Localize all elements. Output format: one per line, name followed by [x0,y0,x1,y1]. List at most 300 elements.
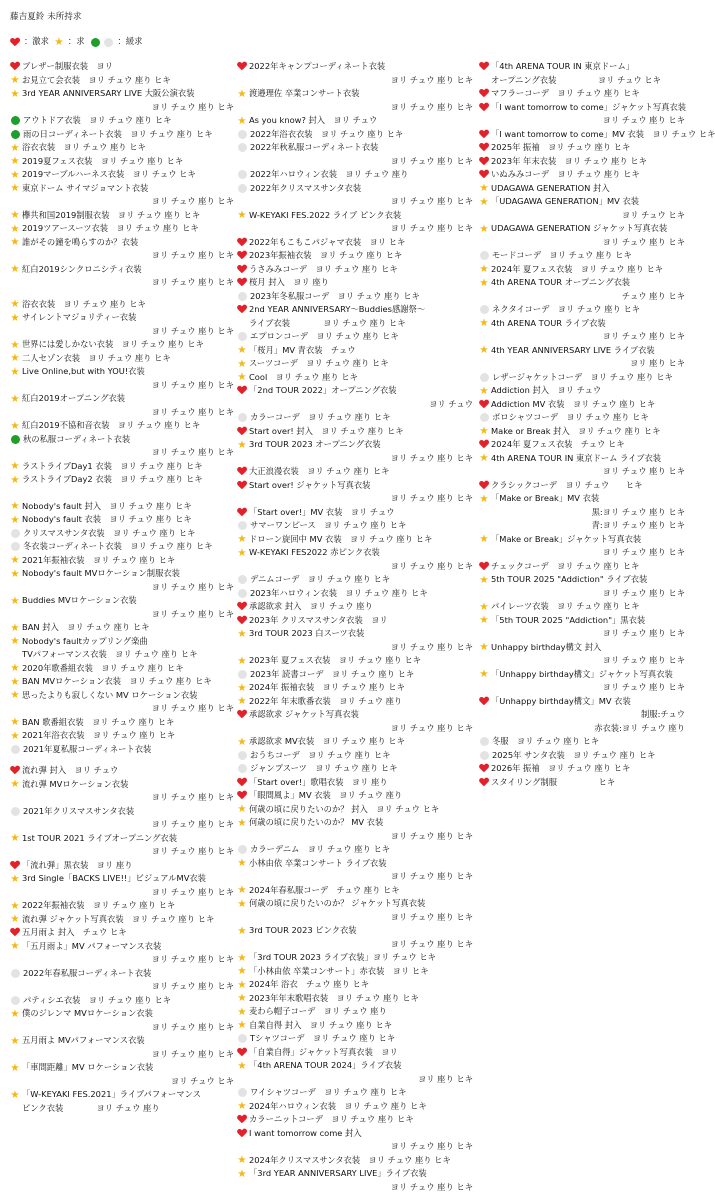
list-item [10,128,238,142]
item-title: UDAGAWA GENERATION 封入 [491,182,610,193]
item-title: Live Online,but with YOU!衣装 [22,366,145,376]
grey-circle-icon [480,373,489,382]
item-title: 2022年振袖衣装 ヨリ チュウ 座り ヒキ [22,900,176,910]
list-item [237,614,477,628]
list-item [10,298,238,312]
star-icon: ★ [237,627,247,640]
star-icon: ★ [10,716,20,729]
star-icon: ★ [10,168,20,181]
item-title: 2nd YEAR ANNIVERSARY～Buddies感謝祭～ [249,304,426,314]
item-title: 「五月雨よ」MV パフォーマンス衣装 [22,940,162,951]
list-item [237,236,477,250]
star-icon: ★ [237,897,247,910]
star-icon: ★ [237,992,247,1005]
list-item [237,654,477,668]
heart-icon [237,616,247,625]
item-title: 雨の日コーディネート衣装 ヨリ チュウ 座り ヒキ [23,128,213,139]
item-title: 流れ弾 封入 ヨリ チュウ [22,765,119,775]
item-title: 5th TOUR 2025 "Addiction" ライブ衣装 [491,574,648,584]
item-title: お見立て会衣装 ヨリ チュウ 座り ヒキ [22,74,171,85]
item-title: 2023年 読書コーデ ヨリ チュウ 座り ヒキ [250,668,415,679]
list-item [10,1034,238,1061]
legend-label-heart: ：激求 [24,36,49,47]
list-item [10,365,238,392]
grey-circle-icon [11,807,20,816]
item-title: 3rd TOUR 2023 オープニング衣装 [249,439,381,449]
list-item [237,573,477,587]
item-title: 2022年浴衣衣装 ヨリ チュウ 座り ヒキ [250,128,404,139]
list-item [479,141,689,155]
list-item [10,155,238,169]
list-item [237,141,477,168]
star-icon: ★ [10,872,20,885]
list-item [237,371,477,385]
heart-icon [237,305,247,314]
heart-icon [237,1048,247,1057]
star-icon: ★ [237,951,247,964]
item-title: 2022年春私服コーディネート衣装 [23,967,152,978]
star-icon: ★ [10,298,20,311]
list-item [237,344,477,358]
item-title: 2021年振袖衣装 ヨリ チュウ 座り ヒキ [22,554,176,565]
list-item [10,419,238,433]
star-icon: ★ [237,1154,247,1167]
star-icon: ★ [479,182,489,195]
star-icon: ★ [10,155,20,168]
item-title: 2023年振袖衣装 ヨリ チュウ 座り ヒキ [249,250,403,260]
heart-icon [479,562,489,571]
list-item [10,209,238,223]
item-title: Start over! 封入 ヨリ チュウ 座り ヒキ [249,425,404,436]
item-title: 「UDAGAWA GENERATION」MV 衣装 [491,196,640,206]
star-icon: ★ [237,816,247,829]
list-item [10,805,238,832]
list-item [237,546,477,573]
list-item [237,600,477,614]
item-title: 3rd Single「BACKS LIVE!!」ビジュアルMV衣装 [22,873,206,883]
star-icon: ★ [237,803,247,816]
star-icon: ★ [10,832,20,845]
item-title: 二人セゾン衣装 ヨリ チュウ 座り ヒキ [22,352,171,363]
star-icon: ★ [10,778,20,791]
list-item [10,338,238,352]
list-item [479,479,689,493]
item-shots: ヨリ チュウ 座り ヒキ [602,115,685,125]
star-icon: ★ [237,857,247,870]
item-title: 紅白2019不協和音衣装 ヨリ チュウ 座り ヒキ [22,420,201,430]
item-title: 自業自得 封入 ヨリ チュウ 座り ヒキ [249,1019,393,1030]
list-item [10,74,238,88]
item-title: おうちコーデ ヨリ チュウ 座り ヒキ [250,749,391,760]
grey-circle-icon [238,292,247,301]
star-icon: ★ [479,452,489,465]
star-icon: ★ [479,344,489,357]
star-icon: ★ [479,533,489,546]
item-title: 2022年クリスマスサンタ衣装 [250,182,362,193]
star-icon: ★ [10,500,20,513]
list-item [10,311,238,338]
heart-icon [237,278,247,287]
item-title: 2024年春私服コーデ チュウ 座り ヒキ [249,884,400,895]
heart-icon [237,1115,247,1124]
item-title: ドローン旋回中 MV 衣装 ヨリ チュウ 座り ヒキ [249,533,433,544]
list-item [10,764,238,778]
item-shots: ヨリ チュウ ヒキ [170,1075,234,1086]
item-title: Nobody's faultカップリング楽曲 [22,635,148,646]
item-title: 何歳の頃に戻りたいのか？ MV 衣装 [249,817,384,827]
list-item [479,344,689,371]
item-title: アウトドア衣装 ヨリ チュウ 座り ヒキ [23,115,172,125]
list-item [237,681,477,695]
item-title: ジャンプスーツ ヨリ チュウ 座り ヒキ [250,763,398,773]
item-title: 3rd YEAR ANNIVERSARY LIVE 大阪公演衣装 [22,88,195,98]
star-icon: ★ [237,1005,247,1018]
list-item [10,859,238,873]
item-title: 2024年 夏フェス衣装 チュウ ヒキ [491,439,625,449]
item-title: 五月雨よ MVパフォーマンス衣装 [22,1035,145,1045]
item-shots: ヨリ チュウ [429,398,473,409]
heart-icon [237,467,247,476]
heart-icon [10,62,20,71]
list-item [479,87,689,101]
item-shots: ヨリ チュウ 座り ヒキ [390,155,473,166]
list-item [10,1088,238,1115]
item-title: レザージャケットコーデ ヨリ チュウ 座り ヒキ [492,371,673,382]
item-title: ネクタイコーデ ヨリ チュウ 座り ヒキ [492,304,641,314]
grey-circle-icon [238,845,247,854]
item-title: Buddies MVロケーション衣装 [22,595,137,605]
grey-circle-icon [480,305,489,314]
list-item [237,857,477,884]
list-item [10,236,238,263]
list-item [479,371,689,385]
item-title: 紅白2019オープニング衣装 [22,393,126,403]
item-shots: ヨリ チュウ 座り ヒキ [151,581,234,592]
column-2 [237,60,477,1194]
star-icon: ★ [10,460,20,473]
grey-circle-icon [238,764,247,773]
list-item [237,330,477,344]
list-item [479,533,689,560]
list-item [237,735,477,749]
star-icon: ★ [10,74,20,87]
item-shots: ヨリ チュウ 座り ヒキ [151,250,234,260]
item-title: 2024年ハロウィン衣装 ヨリ チュウ 座り ヒキ [249,1100,427,1111]
item-title: 「4th ARENA TOUR IN 東京ドーム」 [491,61,635,71]
list-item [237,587,477,601]
heart-icon [237,1129,247,1138]
list-item [237,1005,477,1019]
list-item [10,967,238,994]
heart-icon [237,251,247,260]
grey-circle-icon [238,170,247,179]
item-title: 4th ARENA TOUR オープニング衣装 [491,277,631,287]
item-shots: ヨリ チュウ 座り ヒキ [390,74,473,85]
list-item [10,352,238,366]
item-title: 「Make or Break」ジャケット写真衣装 [491,533,642,544]
star-icon: ★ [10,635,20,648]
star-icon: ★ [10,141,20,154]
item-shots: ヨリ チュウ 座り ヒキ [602,236,685,247]
list-item [237,789,477,803]
grey-circle-icon [11,529,20,538]
list-item [237,249,477,263]
heart-icon [10,861,20,870]
list-item [10,729,238,743]
item-title: 2026年 振袖 ヨリ チュウ 座り ヒキ [491,763,631,773]
star-icon: ★ [10,554,20,567]
list-item [10,392,238,419]
list-item [237,816,477,843]
list-item [479,600,689,614]
item-shots: ヨリ チュウ 座り ヒキ [151,886,234,897]
star-icon: ★ [10,940,20,953]
list-item [237,897,477,924]
list-item [237,708,477,735]
list-item [479,128,715,142]
item-title: ワイシャツコーデ ヨリ チュウ 座り ヒキ [250,1087,407,1097]
star-icon: ★ [10,621,20,634]
item-title: 秋の私服コーディネート衣装 [23,433,131,444]
list-item [237,506,477,520]
item-title: チェックコーデ ヨリ チュウ 座り ヒキ [491,560,640,571]
item-title: 冬衣装コーディネート衣装 ヨリ チュウ 座り ヒキ [23,541,213,551]
list-item [237,303,477,330]
star-icon: ★ [10,338,20,351]
list-item [10,114,238,128]
list-item [237,843,477,857]
item-title: 2019ツアースーツ衣装 ヨリ チュウ 座り ヒキ [22,223,199,233]
item-title: 「5th TOUR 2025 "Addiction"」黒衣装 [491,614,646,625]
star-icon: ★ [237,533,247,546]
list-item [10,500,238,514]
item-shots: ヨリ チュウ 座り ヒキ [151,406,234,417]
star-icon: ★ [10,365,20,378]
item-title: 浴衣衣装 ヨリ チュウ 座り ヒキ [22,142,146,152]
item-title: 何歳の頃に戻りたいのか？ 封入 ヨリ チュウ ヒキ [249,803,440,814]
heart-icon [237,710,247,719]
list-item [479,60,689,87]
item-title: 「Unhappy birthday構文」MV 衣装 [491,695,631,706]
legend-label-star: ：求 [67,36,85,47]
item-title: 何歳の頃に戻りたいのか？ ジャケット写真衣装 [249,898,426,908]
item-continuation: ライブ衣装 ヨリ チュウ 座り ヒキ [249,317,406,328]
item-title: 麦わら帽子コーデ ヨリ チュウ 座り [249,1006,387,1016]
list-item [237,884,477,898]
legend [10,35,680,49]
item-title: Cool ヨリ チュウ 座り ヒキ [249,371,358,382]
grey-circle-icon [480,751,489,760]
item-title: 2023年 夏フェス衣装 ヨリ チュウ 座り ヒキ [249,655,422,665]
item-title: 思ったよりも寂しくない MV ロケーション衣装 [22,689,198,700]
list-item [237,965,477,979]
item-title: Nobody's fault 封入 ヨリ チュウ 座り ヒキ [22,500,192,511]
grey-circle-icon [238,1034,247,1043]
item-title: 4th YEAR ANNIVERSARY LIVE ライブ衣装 [491,344,655,355]
item-title: 2022年ハロウィン衣装 ヨリ チュウ 座り [250,169,409,179]
item-title: カラーニットコーデ ヨリ チュウ 座り ヒキ [249,1114,414,1124]
star-icon: ★ [237,965,247,978]
list-item [479,776,689,790]
list-item [237,668,477,682]
list-item [10,182,238,209]
item-title: 2025年 振袖 ヨリ チュウ 座り ヒキ [491,142,631,152]
list-item [10,473,238,487]
list-item [10,675,238,689]
item-title: パティシエ衣装 ヨリ チュウ 座り ヒキ [23,994,172,1005]
item-title: 4th ARENA TOUR IN 東京ドーム ライブ衣装 [491,452,662,463]
list-item [237,1032,477,1046]
heart-icon [479,143,489,152]
star-icon: ★ [479,222,489,235]
heart-icon [479,778,489,787]
heart-icon [479,764,489,773]
item-title: デニムコーデ ヨリ チュウ 座り ヒキ [250,574,391,584]
item-title: UDAGAWA GENERATION ジャケット写真衣装 [491,223,668,233]
item-title: 2023年 年末衣装 ヨリ チュウ 座り ヒキ [491,155,647,166]
item-title: 2024年 夏フェス衣装 ヨリ チュウ 座り ヒキ [491,263,664,274]
item-title: 2022年秋私服コーディネート衣装 [250,142,379,152]
list-item [10,1061,238,1088]
grey-circle-icon [480,251,489,260]
item-shots: ヨリ チュウ 座り ヒキ [151,703,234,713]
item-shots: ヨリ チュウ 座り ヒキ [151,819,234,829]
star-icon: ★ [10,1088,20,1101]
item-shots: ヨリ チュウ 座り ヒキ [151,1021,234,1032]
star-icon: ★ [237,924,247,937]
star-icon: ★ [10,263,20,276]
heart-icon [479,89,489,98]
green-circle-icon [91,38,100,47]
list-item [237,924,477,951]
list-item [237,695,477,709]
item-title: 「4th ARENA TOUR 2024」ライブ衣装 [249,1060,402,1070]
item-shots: ヨリ チュウ 座り ヒキ [390,196,473,206]
item-title: BAN 封入 ヨリ チュウ 座り ヒキ [22,622,150,632]
list-item [479,695,689,736]
item-title: 2020年歌番組衣装 ヨリ チュウ 座り ヒキ [22,662,184,673]
list-item [479,303,689,317]
item-shots: ヨリ チュウ 座り ヒキ [151,447,234,457]
list-item [237,762,477,776]
list-item [479,735,689,749]
list-item [237,749,477,763]
star-icon: ★ [479,195,489,208]
item-title: 1st TOUR 2021 ライブオープニング衣装 [22,832,178,843]
item-title: 冬服 ヨリ チュウ 座り ヒキ [492,736,600,746]
list-item [479,573,689,600]
list-item [479,249,689,263]
green-circle-icon [11,435,20,444]
star-icon: ★ [10,392,20,405]
item-title: 2021年クリスマスサンタ衣装 [23,805,135,816]
item-title: 4th ARENA TOUR ライブ衣装 [491,317,606,328]
item-shots: チュウ 座り ヒキ [621,290,685,301]
heart-icon [479,440,489,449]
item-title: スタイリング制服 ヒキ [491,776,616,787]
list-item [237,992,477,1006]
list-item [237,357,477,371]
heart-icon [237,62,247,71]
grey-circle-icon [480,413,489,422]
star-icon: ★ [10,594,20,607]
item-title: うさみみコーデ ヨリ チュウ 座り ヒキ [249,263,398,274]
grey-circle-icon [238,1088,247,1097]
item-title: 「Start over!」歌唱衣装 ヨリ 座り [249,776,388,787]
item-title: サマーワンピース ヨリ チュウ 座り ヒキ [250,520,407,530]
star-icon: ★ [10,689,20,702]
list-item [10,899,238,913]
star-icon: ★ [10,352,20,365]
item-title: I want tomorrow come 封入 [249,1127,362,1138]
item-title: 誰がその鐘を鳴らすのか？衣装 [22,236,139,247]
green-circle-icon [11,130,20,139]
item-shots: ヨリ チュウ ヒキ [621,209,685,220]
grey-circle-icon [238,589,247,598]
item-title: Addiction MV 衣装 ヨリ チュウ 座り ヒキ [491,398,656,409]
list-item [479,762,689,776]
list-item [10,662,238,676]
list-item [237,209,477,236]
list-item [237,951,477,965]
list-item [10,527,238,541]
list-item [10,926,238,940]
item-shots: ヨリ チュウ 座り ヒキ [151,846,234,856]
item-title: 「Make or Break」MV 衣装 [491,493,600,503]
item-shots: ヨリ チュウ 座り ヒキ [151,196,234,206]
item-title: 流れ弾 ジャケット写真衣装 ヨリ チュウ 座り ヒキ [22,913,215,924]
item-shots: ヨリ チュウ 座り ヒキ [602,628,685,638]
item-title: 「眼間風よ」MV 衣装 ヨリ チュウ 座り [249,790,403,800]
item-title: 「自業自得」ジャケット写真衣装 ヨリ [249,1046,398,1057]
item-title: 2022年もこもこパジャマ衣装 ヨリ ヒキ [249,236,406,247]
item-title: サイレントマジョリティー衣装 [22,312,137,322]
list-item [237,384,477,411]
item-title: モードコーデ ヨリ チュウ 座り ヒキ [492,250,632,260]
list-item [237,1100,477,1114]
list-item [479,438,689,452]
item-title: カラーコーデ ヨリ チュウ 座り ヒキ [250,412,391,422]
heart-icon [10,766,20,775]
grey-circle-icon [238,184,247,193]
star-icon: ★ [54,36,64,48]
star-icon: ★ [237,978,247,991]
item-shots: ヨリ チュウ 座り ヒキ [390,641,473,652]
item-title: Nobody's fault MVロケーション制服衣装 [22,568,180,578]
item-shots: ヨリ チュウ 座り ヒキ [151,608,234,619]
item-shots: ヨリ チュウ 座り ヒキ [602,682,685,692]
list-item [10,635,238,662]
list-item [237,1046,477,1060]
grey-circle-icon [238,670,247,679]
item-title: 小林由依 卒業コンサート ライブ衣装 [249,857,387,868]
list-item [237,168,477,182]
list-item [237,1127,477,1154]
item-title: 「Start over!」MV 衣装 ヨリ チュウ [249,506,395,517]
star-icon: ★ [479,614,489,627]
star-icon: ★ [10,419,20,432]
list-item [479,222,689,249]
star-icon: ★ [10,913,20,926]
star-icon: ★ [237,654,247,667]
item-title: 大正浪漫衣装 ヨリ チュウ 座り ヒキ [249,466,390,476]
item-title: 「I want tomorrow to come」ジャケット写真衣装 [491,101,687,112]
item-title: 2024年クリスマスサンタ衣装 ヨリ チュウ 座り ヒキ [249,1154,451,1165]
item-title: 流れ弾 MVロケーション衣装 [22,778,129,789]
heart-icon [237,508,247,517]
list-item [10,743,238,757]
heart-icon [479,170,489,179]
